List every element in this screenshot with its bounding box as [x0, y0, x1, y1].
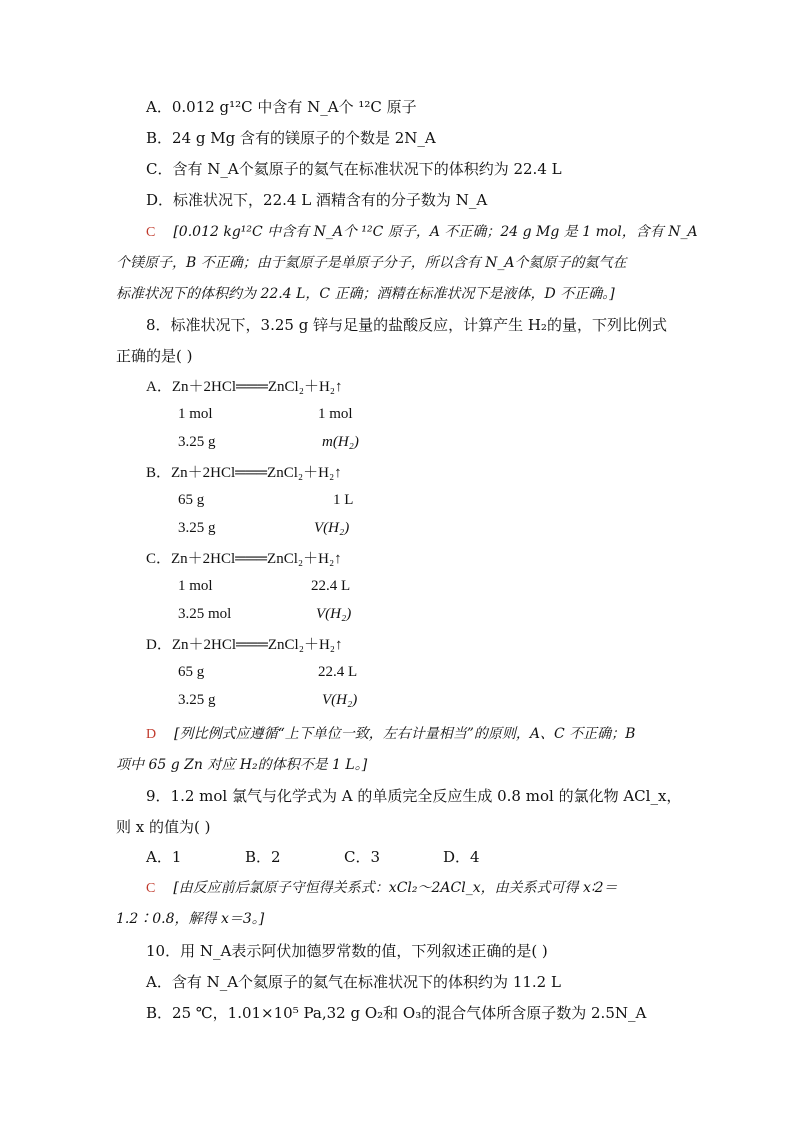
q9-stem-line-2: 则 x 的值为( ): [116, 818, 211, 836]
q9-solution-text-1: [由反应前后氯原子守恒得关系式：xCl₂～2ACl_x，由关系式可得 x∶2＝: [173, 880, 618, 896]
q10-stem: 10．用 N_A表示阿伏加德罗常数的值，下列叙述正确的是( ): [146, 942, 548, 960]
q7-solution-line-2: 个镁原子，B 不正确；由于氦原子是单原子分子，所以含有 N_A个氦原子的氦气在: [116, 255, 627, 271]
q9-solution-line-1: [146, 877, 618, 900]
q7-option-c: C．含有 N_A个氦原子的氦气在标准状况下的体积约为 22.4 L: [146, 160, 562, 178]
q8-option-b-equation: B．Zn＋2HCl═══ZnCl₂＋H₂↑: [146, 465, 342, 481]
q8-option-a-equation: A．Zn＋2HCl═══ZnCl₂＋H₂↑: [146, 379, 343, 395]
q8-d-row1-right: 22.4 L: [318, 664, 358, 680]
q7-solution-line-3: 标准状况下的体积约为 22.4 L，C 正确；酒精在标准状况下是液体，D 不正确。]: [116, 286, 615, 302]
q9-option-a: A．1: [146, 848, 182, 866]
q8-b-row2-left: 3.25 g: [178, 520, 216, 536]
q8-d-row2-right: V(H₂): [322, 692, 358, 708]
q8-solution-text-1: [列比例式应遵循“上下单位一致，左右计量相当”的原则，A、C 不正确；B: [174, 726, 636, 742]
q8-option-d-equation: D．Zn＋2HCl═══ZnCl₂＋H₂↑: [146, 637, 343, 653]
q9-stem-line-1: 9．1.2 mol 氯气与化学式为 A 的单质完全反应生成 0.8 mol 的氯化物 ACl_x，: [146, 787, 682, 805]
q9-options: [146, 846, 542, 867]
q9-answer: C: [146, 881, 156, 896]
q8-b-row2-right: V(H₂): [314, 520, 350, 536]
q8-solution-line-2: 项中 65 g Zn 对应 H₂的体积不是 1 L。]: [116, 757, 368, 773]
q8-solution-line-1: [146, 723, 635, 746]
q8-a-row2-left: 3.25 g: [178, 434, 216, 450]
q8-answer: D: [146, 727, 157, 742]
q7-solution-line-1: [146, 221, 698, 244]
q7-solution-text-1: [0.012 kg¹²C 中含有 N_A个 ¹²C 原子，A 不正确；24 g Mg 是 1 mol，含有 N_A: [173, 224, 698, 240]
q8-stem-line-1: 8．标准状况下，3.25 g 锌与足量的盐酸反应，计算产生 H₂的量，下列比例式: [146, 316, 667, 334]
q8-a-row2-right: m(H₂): [322, 434, 359, 450]
q9-option-d: D．4: [443, 848, 480, 866]
q8-b-row1-left: 65 g: [178, 492, 205, 508]
q8-c-row2-left: 3.25 mol: [178, 606, 232, 622]
q8-c-row1-right: 22.4 L: [311, 578, 351, 594]
q8-stem-line-2: 正确的是( ): [116, 347, 193, 365]
q8-c-row1-left: 1 mol: [178, 578, 213, 594]
q7-option-d: D．标准状况下，22.4 L 酒精含有的分子数为 N_A: [146, 191, 488, 209]
q8-c-row2-right: V(H₂): [316, 606, 352, 622]
q7-option-a: A．0.012 g¹²C 中含有 N_A个 ¹²C 原子: [146, 98, 417, 116]
q8-a-row1-right: 1 mol: [318, 406, 353, 422]
q7-answer: C: [146, 225, 156, 240]
q7-option-b: B．24 g Mg 含有的镁原子的个数是 2N_A: [146, 129, 436, 147]
q8-d-row1-left: 65 g: [178, 664, 205, 680]
q8-option-c-equation: C．Zn＋2HCl═══ZnCl₂＋H₂↑: [146, 551, 342, 567]
q8-d-row2-left: 3.25 g: [178, 692, 216, 708]
q9-option-c: C．3: [344, 848, 381, 866]
q10-option-b: B．25 ℃，1.01×10⁵ Pa,32 g O₂和 O₃的混合气体所含原子数为 2.5N_A: [146, 1004, 647, 1022]
q8-b-row1-right: 1 L: [333, 492, 354, 508]
q9-option-b: B．2: [245, 848, 281, 866]
q9-solution-line-2: 1.2∶0.8，解得 x＝3。]: [116, 911, 265, 927]
q8-a-row1-left: 1 mol: [178, 406, 213, 422]
q10-option-a: A．含有 N_A个氦原子的氦气在标准状况下的体积约为 11.2 L: [146, 973, 561, 991]
